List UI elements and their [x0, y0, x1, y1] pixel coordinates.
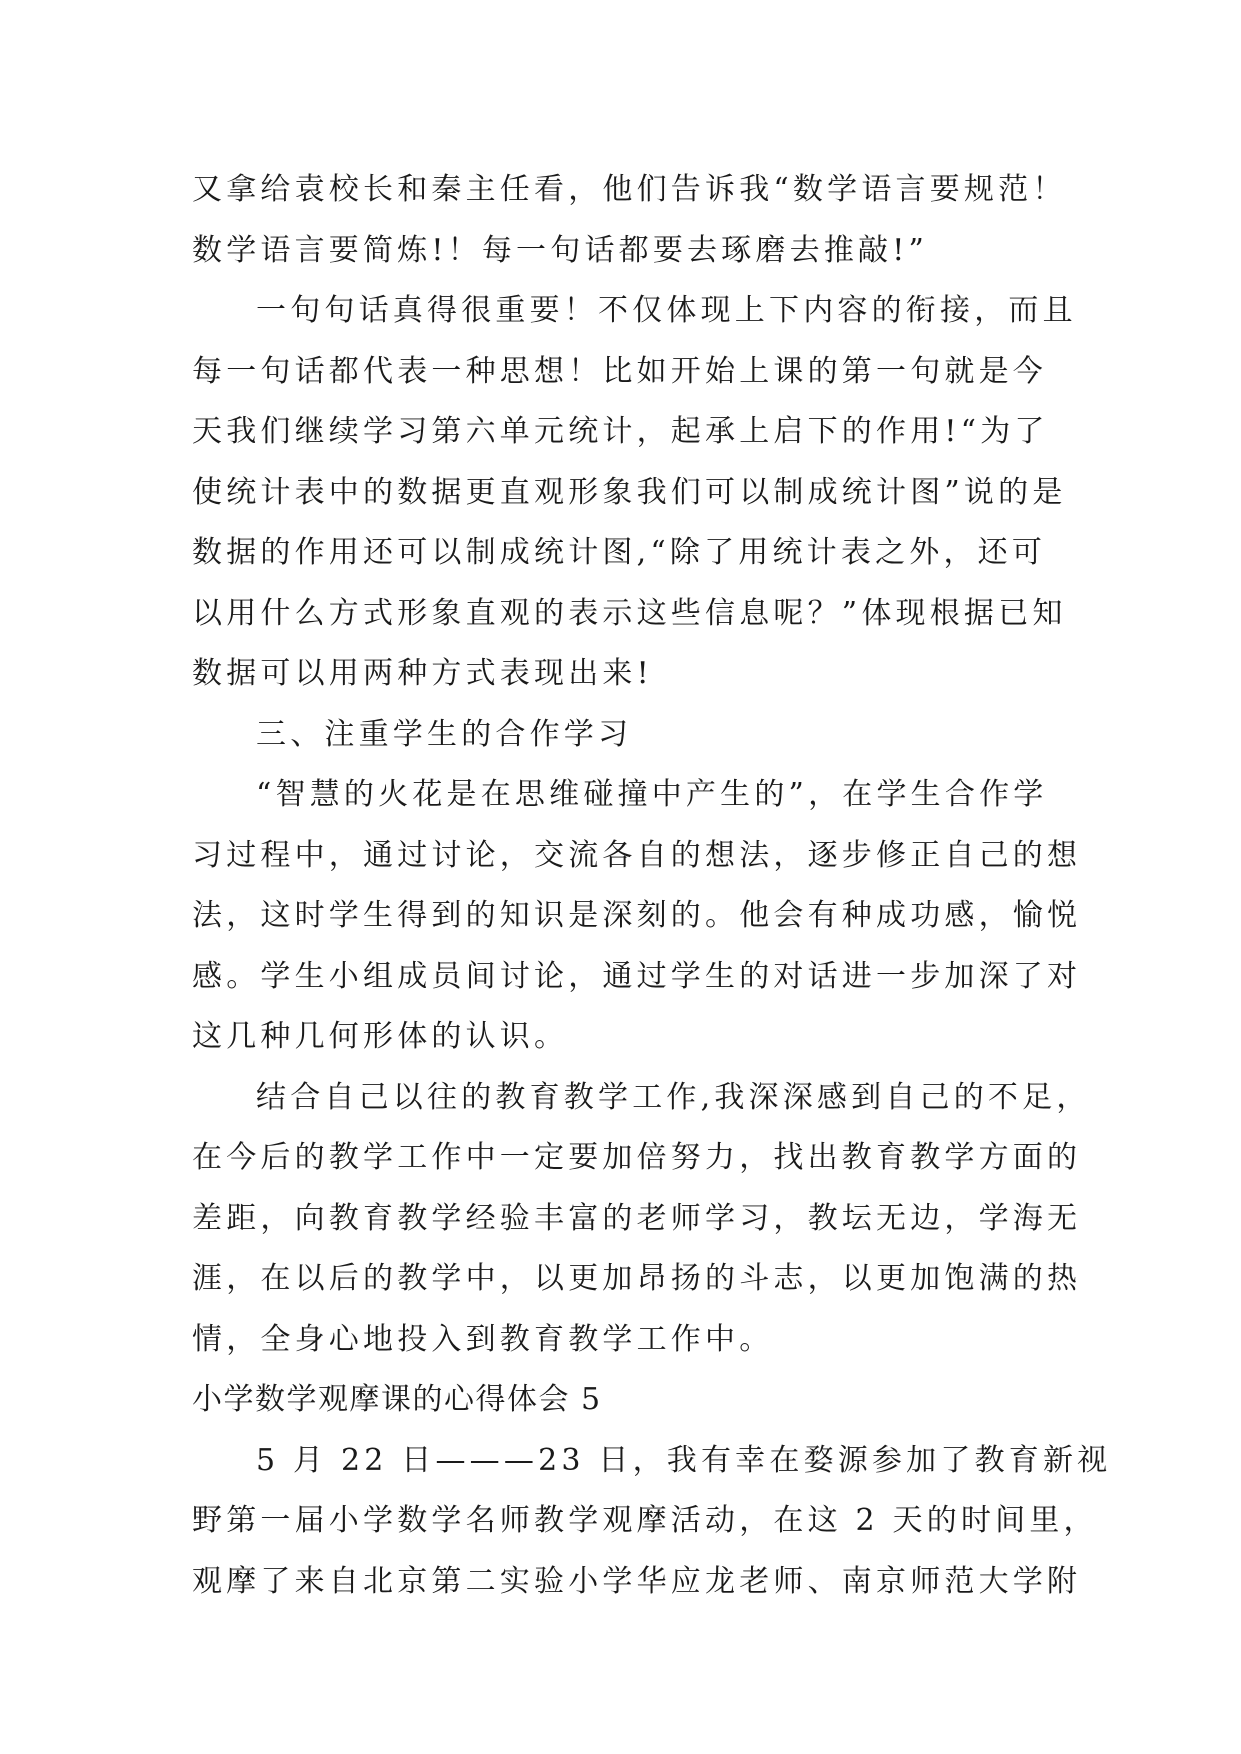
- article-title: 小学数学观摩课的心得体会 5: [192, 1382, 602, 1417]
- paragraph-start: 结合自己以往的教育教学工作,我深深感到自己的不足，: [256, 1079, 1091, 1115]
- paragraph-start: “智慧的火花是在思维碰撞中产生的”，在学生合作学: [256, 777, 1048, 812]
- text-line: 数学语言要简炼!！每一句话都要去琢磨去推敲!”: [192, 232, 929, 268]
- text-line: 又拿给袁校长和秦主任看，他们告诉我“数学语言要规范！: [192, 172, 1067, 207]
- text-line: 感。学生小组成员间讨论，通过学生的对话进一步加深了对: [192, 958, 1082, 994]
- document-body: [192, 160, 1112, 1612]
- text-line: 观摩了来自北京第二实验小学华应龙老师、南京师范大学附: [192, 1563, 1082, 1599]
- text-line: 法，这时学生得到的知识是深刻的。他会有种成功感，愉悦: [192, 898, 1082, 933]
- text-line: 以用什么方式形象直观的表示这些信息呢？”体现根据已知: [192, 595, 1067, 631]
- paragraph-start: 一句句话真得很重要！不仅体现上下内容的衔接，而且: [256, 293, 1077, 328]
- text-line: 差距，向教育教学经验丰富的老师学习，教坛无边，学海无: [192, 1200, 1082, 1236]
- text-line: 在今后的教学工作中一定要加倍努力，找出教育教学方面的: [192, 1140, 1082, 1175]
- text-line: 使统计表中的数据更直观形象我们可以制成统计图”说的是: [192, 474, 1067, 510]
- text-line: 数据可以用两种方式表现出来!: [192, 656, 653, 691]
- section-heading: 三、注重学生的合作学习: [256, 716, 633, 752]
- text-line: 情，全身心地投入到教育教学工作中。: [192, 1321, 774, 1357]
- text-line: 野第一届小学数学名师教学观摩活动，在这 2 天的时间里，: [192, 1503, 1098, 1538]
- text-line: 涯，在以后的教学中，以更加昂扬的斗志，以更加饱满的热: [192, 1261, 1082, 1296]
- text-line: 数据的作用还可以制成统计图,“除了用统计表之外，还可: [192, 535, 1047, 570]
- text-line: 每一句话都代表一种思想！比如开始上课的第一句就是今: [192, 353, 1047, 389]
- paragraph-start: 5 月 22 日———23 日，我有幸在婺源参加了教育新视: [256, 1442, 1112, 1478]
- text-line: 习过程中，通过讨论，交流各自的想法，逐步修正自己的想: [192, 837, 1082, 873]
- text-line: 天我们继续学习第六单元统计，起承上启下的作用!“为了: [192, 414, 1049, 449]
- text-line: 这几种几何形体的认识。: [192, 1019, 569, 1054]
